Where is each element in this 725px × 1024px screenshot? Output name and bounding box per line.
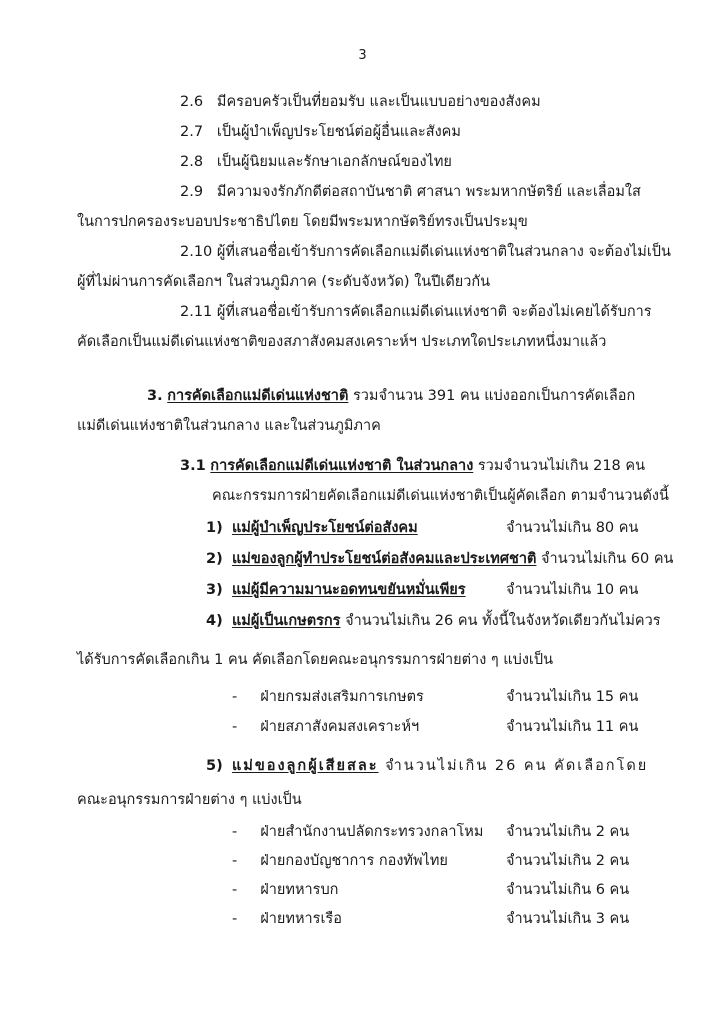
criterion-number: 2.8 (180, 154, 204, 170)
sacrifice-list-item (232, 824, 483, 841)
farmer-list-label: ฝ่ายกรมส่งเสริมการเกษตร (260, 689, 424, 705)
bullet: - (232, 911, 238, 927)
section-3-1-heading (180, 458, 645, 475)
criterion-2-9-continued: ในการปกครองระบอบประชาธิปไตย โดยมีพระมหากษัตริย์ทรงเป็นประมุข (77, 214, 528, 230)
criterion-text: เป็นผู้บำเพ็ญประโยชน์ต่อผู้อื่นและสังคม (216, 124, 461, 140)
bullet: - (232, 719, 238, 735)
item-title: แม่ผู้เป็นเกษตรกร (231, 613, 341, 629)
item-3-quota: จำนวนไม่เกิน 10 คน (506, 582, 639, 598)
criterion-number: 2.9 (180, 184, 204, 200)
item-1 (206, 520, 418, 537)
criterion-2-10 (180, 244, 671, 261)
section-text: รวมจำนวนไม่เกิน 218 คน (473, 458, 645, 474)
section-3-1-continued: คณะกรรมการฝ่ายคัดเลือกแม่ดีเด่นแห่งชาติเป็นผู้คัดเลือก ตามจำนวนดังนี้ (212, 488, 669, 504)
sacrifice-list-quota: จำนวนไม่เกิน 2 คน (506, 824, 630, 840)
section-number: 3. (147, 388, 163, 404)
item-number: 2) (206, 551, 223, 567)
sacrifice-list-quota: จำนวนไม่เกิน 3 คน (506, 911, 630, 927)
criterion-2-11-continued: คัดเลือกเป็นแม่ดีเด่นแห่งชาติของสภาสังคมสงเคราะห์ฯ ประเภทใดประเภทหนึ่งมาแล้ว (77, 334, 607, 350)
item-5 (206, 758, 648, 775)
item-5-continued: คณะอนุกรรมการฝ่ายต่าง ๆ แบ่งเป็น (77, 792, 302, 808)
criterion-text: มีครอบครัวเป็นที่ยอมรับ และเป็นแบบอย่างของสังคม (216, 94, 541, 110)
criterion-2-11 (180, 304, 652, 321)
bullet: - (232, 882, 238, 898)
criterion-2-10-continued: ผู้ที่ไม่ผ่านการคัดเลือกฯ ในส่วนภูมิภาค (ระดับจังหวัด) ในปีเดียวกัน (77, 274, 491, 290)
item-4 (206, 613, 661, 630)
section-title: การคัดเลือกแม่ดีเด่นแห่งชาติ ในส่วนกลาง (210, 458, 474, 474)
section-3-heading (147, 388, 635, 405)
criterion-2-7 (180, 124, 461, 141)
criterion-number: 2.10 (180, 244, 213, 260)
criterion-text: มีความจงรักภักดีต่อสถาบันชาติ ศาสนา พระมหากษัตริย์ และเลื่อมใส (216, 184, 641, 200)
sacrifice-list-item (232, 853, 448, 870)
item-4-continued: ได้รับการคัดเลือกเกิน 1 คน คัดเลือกโดยคณะอนุกรรมการฝ่ายต่าง ๆ แบ่งเป็น (77, 652, 553, 668)
sacrifice-list-quota: จำนวนไม่เกิน 6 คน (506, 882, 630, 898)
criterion-2-6 (180, 94, 541, 111)
item-title: แม่ผู้มีความมานะอดทนขยันหมั่นเพียร (231, 582, 466, 598)
criterion-number: 2.11 (180, 304, 213, 320)
farmer-list-quota: จำนวนไม่เกิน 11 คน (506, 719, 639, 735)
item-number: 3) (206, 582, 223, 598)
item-2 (206, 551, 673, 568)
criterion-text: ผู้ที่เสนอชื่อเข้ารับการคัดเลือกแม่ดีเด่นแห่งชาติในส่วนกลาง จะต้องไม่เป็น (216, 244, 671, 260)
item-title: แม่ผู้บำเพ็ญประโยชน์ต่อสังคม (231, 520, 418, 536)
item-title: แม่ของลูกผู้ทำประโยชน์ต่อสังคมและประเทศชาติ (231, 551, 537, 567)
section-3-continued: แม่ดีเด่นแห่งชาติในส่วนกลาง และในส่วนภูมิภาค (77, 418, 381, 434)
criterion-number: 2.6 (180, 94, 204, 110)
bullet: - (232, 853, 238, 869)
item-title: แม่ของลูกผู้เสียสละ (231, 758, 379, 774)
item-number: 5) (206, 758, 223, 774)
item-text: จำนวนไม่เกิน 26 คน ทั้งนี้ในจังหวัดเดียวกันไม่ควร (340, 613, 661, 629)
section-text: รวมจำนวน 391 คน แบ่งออกเป็นการคัดเลือก (348, 388, 636, 404)
farmer-list-label: ฝ่ายสภาสังคมสงเคราะห์ฯ (260, 719, 420, 735)
item-1-quota: จำนวนไม่เกิน 80 คน (506, 520, 639, 536)
criterion-number: 2.7 (180, 124, 204, 140)
page-number: 3 (358, 48, 367, 63)
criterion-2-8 (180, 154, 452, 171)
item-text: จำนวนไม่เกิน 26 คน คัดเลือกโดย (378, 758, 649, 774)
item-number: 4) (206, 613, 223, 629)
section-title: การคัดเลือกแม่ดีเด่นแห่งชาติ (167, 388, 349, 404)
criterion-text: เป็นผู้นิยมและรักษาเอกลักษณ์ของไทย (216, 154, 452, 170)
sacrifice-list-label: ฝ่ายทหารเรือ (260, 911, 342, 927)
item-number: 1) (206, 520, 223, 536)
farmer-list-item (232, 689, 424, 706)
farmer-list-item (232, 719, 419, 736)
item-quota: จำนวนไม่เกิน 60 คน (536, 551, 674, 567)
bullet: - (232, 689, 238, 705)
sacrifice-list-item (232, 882, 338, 899)
farmer-list-quota: จำนวนไม่เกิน 15 คน (506, 689, 639, 705)
section-number: 3.1 (180, 458, 206, 474)
sacrifice-list-quota: จำนวนไม่เกิน 2 คน (506, 853, 630, 869)
item-3 (206, 582, 466, 599)
criterion-text: ผู้ที่เสนอชื่อเข้ารับการคัดเลือกแม่ดีเด่นแห่งชาติ จะต้องไม่เคยได้รับการ (216, 304, 652, 320)
sacrifice-list-label: ฝ่ายทหารบก (260, 882, 339, 898)
criterion-2-9 (180, 184, 641, 201)
bullet: - (232, 824, 238, 840)
sacrifice-list-label: ฝ่ายกองบัญชาการ กองทัพไทย (260, 853, 448, 869)
sacrifice-list-item (232, 911, 342, 928)
sacrifice-list-label: ฝ่ายสำนักงานปลัดกระทรวงกลาโหม (260, 824, 484, 840)
